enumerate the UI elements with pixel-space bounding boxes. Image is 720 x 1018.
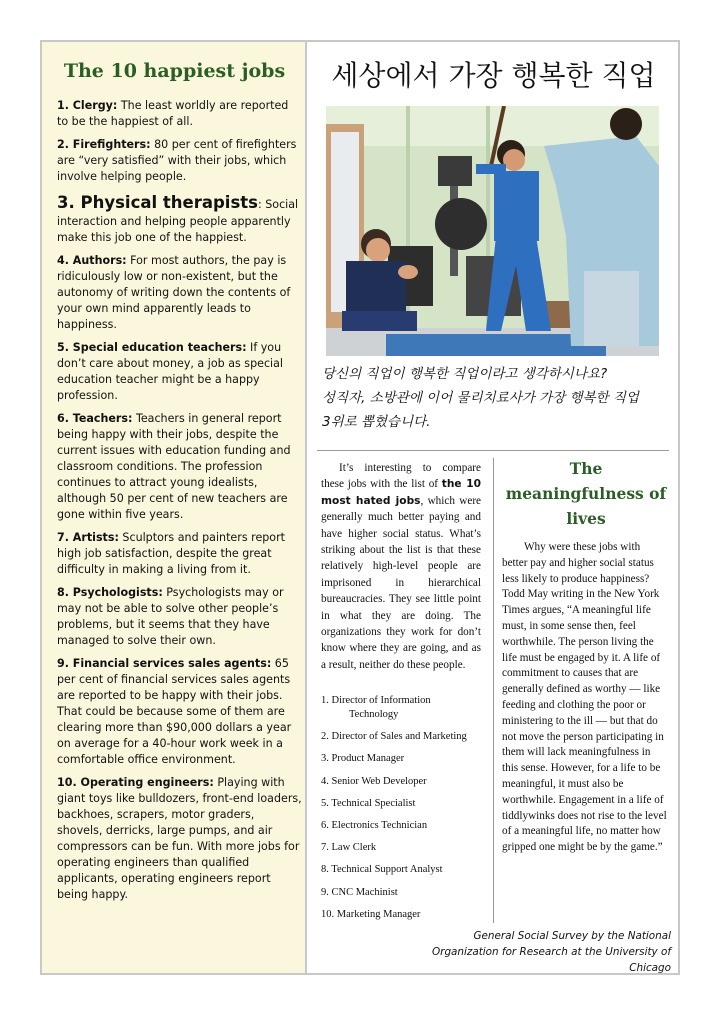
list-item: 6. Electronics Technician	[321, 819, 428, 831]
item-head: 10. Operating engineers:	[57, 776, 214, 789]
column-divider	[493, 458, 494, 923]
therapy-photo	[326, 106, 659, 356]
item-head: 8. Psychologists:	[57, 586, 163, 599]
list-item: 5. Technical Specialist	[321, 797, 416, 809]
section-divider	[317, 450, 669, 451]
caption-line-3: 3위로 뽑혔습니다.	[322, 414, 431, 430]
paragraph-text: , which were generally much better paying and have higher social status. What’s striking about the list is that these relatively high-level people are imprisoned in hierarchical bureaucracies. They see little point in what they are doing. The organizations they work for don’t know where they are going, and as a result, neither do these people.	[321, 494, 482, 671]
list-item: 8. Technical Support Analyst	[321, 864, 443, 876]
comparison-paragraph	[321, 460, 481, 673]
item-head: 2. Firefighters:	[57, 138, 151, 151]
therapy-photo-illustration	[326, 106, 659, 356]
item-text: Sculptors and painters report high job satisfaction, despite the great difficulty in making a living from it.	[57, 531, 286, 576]
list-item	[57, 192, 302, 246]
korean-caption	[322, 362, 667, 434]
sidebar-title: The 10 happiest jobs	[63, 60, 286, 82]
item-head: 9. Financial services sales agents:	[57, 657, 272, 670]
hated-jobs-list	[321, 694, 489, 930]
list-item: 7. Law Clerk	[321, 842, 377, 854]
item-text: For most authors, the pay is ridiculously low or non-existent, but the autonomy of writing down the contents of your own mind apparently leads to happiness.	[57, 254, 291, 331]
item-text: 80 per cent of firefighters are “very satisfied” with their jobs, which involve helping people.	[57, 138, 297, 183]
item-text: The least worldly are reported to be the happiest of all.	[57, 99, 289, 128]
item-head: 1. Clergy:	[57, 99, 118, 112]
list-item: 4. Senior Web Developer	[321, 775, 427, 787]
item-text: Teachers in general report being happy with their jobs, despite the current issues with education funding and classroom conditions. The profession continues to attract young idealists, although 50 per cent of new teachers are gone within five years.	[57, 412, 291, 521]
item-text: 65 per cent of financial services sales agents are reported to be happy with their jobs. That could be because some of them are clearing more than $90,000 dollars a year on average for a 40-hour work week in a comfortable office environment.	[57, 657, 292, 766]
item-head: 5. Special education teachers:	[57, 341, 247, 354]
meaningfulness-paragraph: Why were these jobs with better pay and higher social status less likely to produce happiness? Todd May writing in the New York Times argues, “A meaningful life must, in some sense then, feel worthwhile. The person living the life must be engaged by it. A life of commitment to causes that are generally defined as worthy — like feeding and clothing the poor or ministering to the ill — but that do not move the person participating in them will lack meaningfulness in this sense. However, for a life to be meaningful, it must also be worthwhile. Engagement in a life of tiddlywinks does not rise to the level of a meaningful life, no matter how gripped one might be by the game.”	[502, 541, 667, 854]
list-item	[57, 411, 302, 523]
happiest-jobs-sidebar	[42, 42, 307, 973]
list-item	[57, 98, 302, 130]
list-item: 2. Director of Sales and Marketing	[321, 731, 467, 743]
item-head: 6. Teachers:	[57, 412, 133, 425]
list-item	[57, 775, 302, 903]
list-item: 9. CNC Machinist	[321, 886, 398, 898]
item-head: 3. Physical therapists	[57, 193, 258, 212]
item-text: : Social interaction and helping people apparently make this job one of the happiest.	[57, 198, 299, 244]
list-item	[57, 340, 302, 404]
section-heading: The meaningfulness of lives	[505, 459, 667, 528]
source-credit: General Social Survey by the National Organization for Research at the University of Chicago	[432, 930, 671, 974]
article-area	[309, 42, 678, 973]
list-item-text: Technology	[349, 709, 399, 720]
list-item	[57, 585, 302, 649]
list-item: 3. Product Manager	[321, 753, 405, 765]
list-item: 10. Marketing Manager	[321, 908, 421, 920]
item-text: Playing with giant toys like bulldozers, front-end loaders, backhoes, scrapers, motor graders, shovels, derricks, large pumps, and air compressors can be fun. With more jobs for operating engineers than qualified applicants, operating engineers report being happy.	[57, 776, 302, 901]
caption-line-1: 당신의 직업이 행복한 직업이라고 생각하시나요?	[322, 366, 608, 382]
list-item	[57, 656, 302, 768]
list-item-text: 1. Director of Information	[321, 695, 431, 706]
item-head: 7. Artists:	[57, 531, 119, 544]
list-item	[57, 253, 302, 333]
hated-jobs-link-text: the 10 most hated jobs	[321, 478, 481, 507]
list-item	[321, 694, 489, 722]
list-item	[57, 137, 302, 185]
item-text: Psychologists may or may not be able to solve other people’s problems, but it seems that they have managed to solve their own.	[57, 586, 284, 647]
happiest-jobs-list	[57, 98, 302, 910]
caption-line-2: 성직자, 소방관에 이어 물리치료사가 가장 행복한 직업	[322, 390, 639, 406]
article-title: 세상에서 가장 행복한 직업	[331, 59, 656, 92]
item-head: 4. Authors:	[57, 254, 127, 267]
item-text: If you don’t care about money, a job as special education teacher might be a happy profession.	[57, 341, 284, 402]
list-item	[57, 530, 302, 578]
paragraph-text: It’s interesting to compare these jobs with the list of	[321, 462, 481, 491]
